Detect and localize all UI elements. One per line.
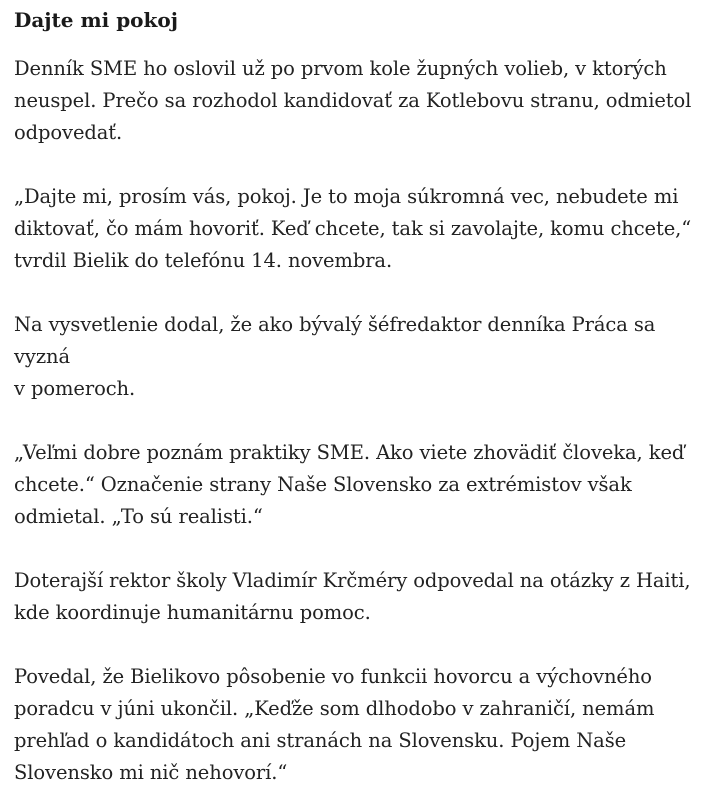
article-paragraph-6: Povedal, že Bielikovo pôsobenie vo funkcii hovorcu a výchovného poradcu v júni ukončil. „Keďže som dlhodobo v zahraničí, nemám prehľad o kandidátoch ani stranách na Slovensku. Pojem Naše Slovensko mi nič nehovorí.“ xyxy=(14,665,655,784)
article-paragraph-3: Na vysvetlenie dodal, že ako bývalý šéfredaktor denníka Práca sa vyzná v pomeroch. xyxy=(14,313,656,400)
article-subheading: Dajte mi pokoj xyxy=(14,8,178,32)
article-paragraph-5: Doterajší rektor školy Vladimír Krčméry odpovedal na otázky z Haiti, kde koordinuje humanitárnu pomoc. xyxy=(14,569,691,624)
article-paragraph-4: „Veľmi dobre poznám praktiky SME. Ako viete zhovädiť človeka, keď chcete.“ Označenie strany Naše Slovensko za extrémistov však odmietal. „To sú realisti.“ xyxy=(14,441,685,528)
article-paragraph-1: Denník SME ho oslovil už po prvom kole župných volieb, v ktorých neuspel. Prečo sa rozhodol kandidovať za Kotlebovu stranu, odmietol odpovedať. xyxy=(14,57,692,144)
article-paragraph-2: „Dajte mi, prosím vás, pokoj. Je to moja súkromná vec, nebudete mi diktovať, čo mám hovoriť. Keď chcete, tak si zavolajte, komu chcete,“ tvrdil Bielik do telefónu 14. novembra. xyxy=(14,185,692,272)
